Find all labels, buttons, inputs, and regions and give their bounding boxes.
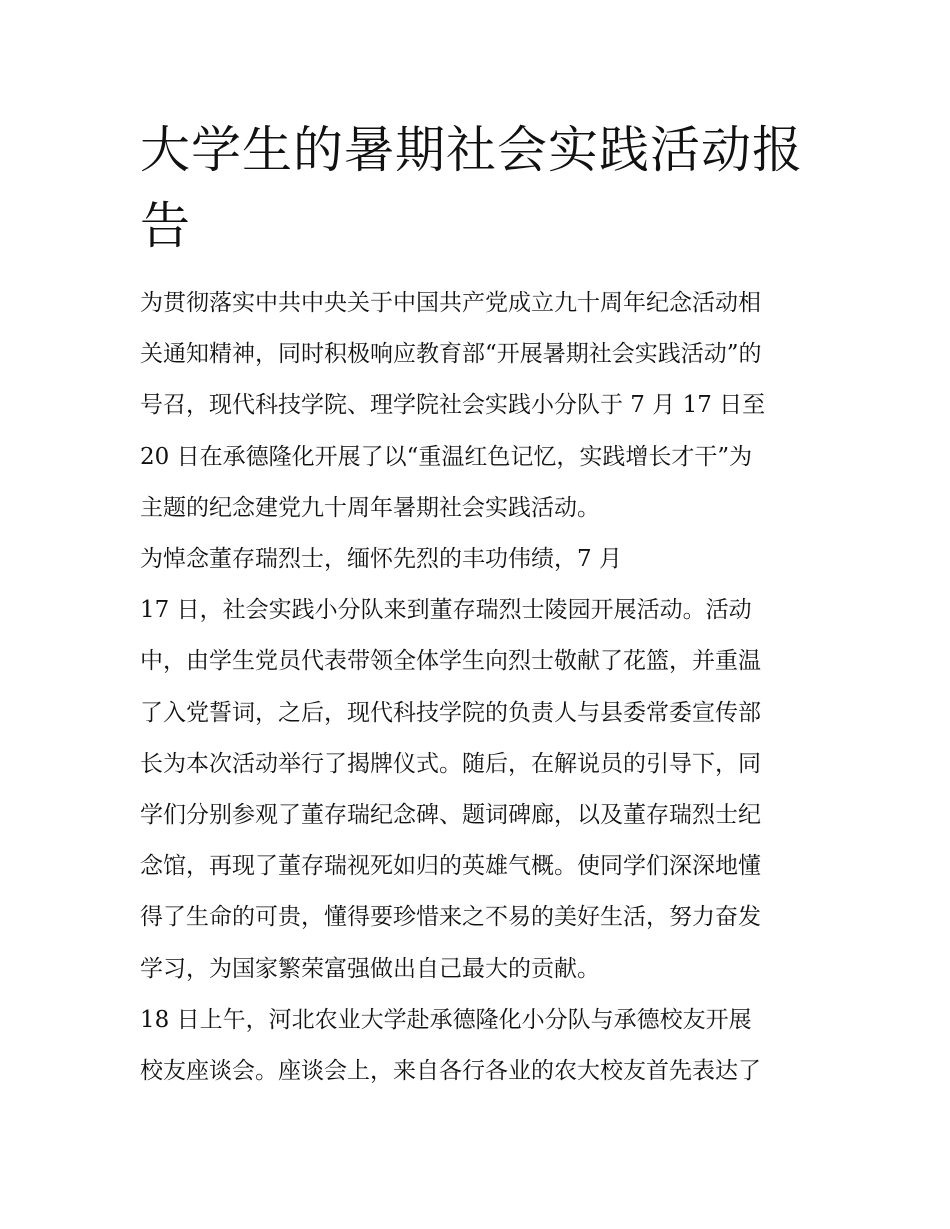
body-paragraph	[140, 585, 820, 995]
text-line: 关通知精神，同时积极响应教育部“开展暑期社会实践活动”的	[140, 341, 762, 368]
text-line: 长为本次活动举行了揭牌仪式。随后，在解说员的引导下，同	[140, 750, 761, 777]
text-line: 念馆，再现了董存瑞视死如归的英雄气概。使同学们深深地懂	[140, 853, 761, 880]
title-line: 大学生的暑期社会实践活动报	[140, 121, 803, 179]
text-line: 学们分别参观了董存瑞纪念碑、题词碑廊，以及董存瑞烈士纪	[140, 802, 761, 829]
text-line: 为贯彻落实中共中央关于中国共产党成立九十周年纪念活动相	[140, 290, 761, 316]
text-line: 中，由学生党员代表带领全体学生向烈士敬献了花篮，并重温	[140, 648, 761, 675]
body-paragraph	[140, 278, 820, 534]
text-line: 得了生命的可贵，懂得要珍惜来之不易的美好生活，努力奋发	[140, 904, 761, 931]
text-line: 了入党誓词，之后，现代科技学院的负责人与县委常委宣传部	[140, 699, 761, 726]
body-paragraph	[140, 534, 820, 585]
text-line: 18 日上午，河北农业大学赴承德隆化小分队与承德校友开展	[140, 1006, 752, 1033]
text-line: 号召，现代科技学院、理学院社会实践小分队于 7 月 17 日至	[140, 392, 766, 419]
text-line: 为悼念董存瑞烈士，缅怀先烈的丰功伟绩，7 月	[140, 546, 622, 573]
text-line: 主题的纪念建党九十周年暑期社会实践活动。	[140, 494, 600, 521]
document-title	[140, 112, 820, 264]
body-paragraph	[140, 995, 820, 1097]
text-line: 学习，为国家繁荣富强做出自己最大的贡献。	[140, 955, 600, 982]
title-line: 告	[140, 197, 191, 255]
text-line: 20 日在承德隆化开展了以“重温红色记忆，实践增长才干”为	[140, 443, 753, 470]
text-line: 17 日，社会实践小分队来到董存瑞烈士陵园开展活动。活动	[140, 597, 752, 624]
document-page	[140, 112, 820, 1097]
text-line: 校友座谈会。座谈会上，来自各行各业的农大校友首先表达了	[140, 1058, 761, 1085]
